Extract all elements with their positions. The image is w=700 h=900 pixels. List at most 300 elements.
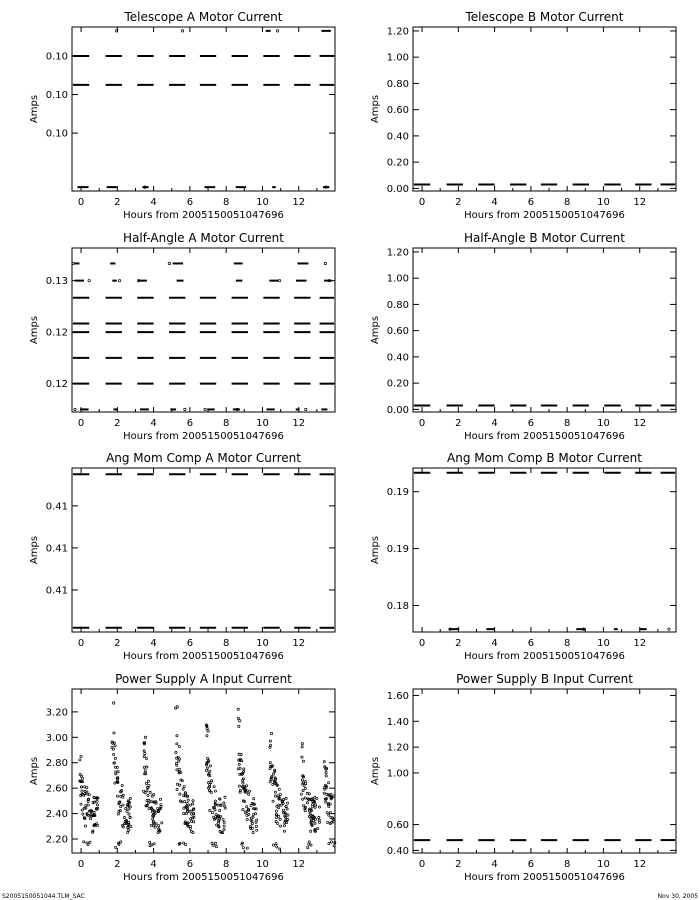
data-point: [178, 768, 180, 770]
data-point: [87, 799, 89, 801]
data-point: [125, 807, 127, 809]
data-point: [176, 743, 178, 745]
data-point: [149, 791, 151, 793]
data-point: [209, 765, 211, 767]
data-point: [276, 784, 278, 786]
data-point: [243, 768, 245, 770]
data-point: [333, 845, 335, 847]
data-point: [205, 769, 207, 771]
data-point: [329, 822, 331, 824]
y-tick-label: 2.80: [45, 758, 68, 770]
data-point: [209, 790, 211, 792]
x-tick-label: 8: [222, 197, 230, 208]
data-point: [279, 818, 281, 820]
data-point: [246, 847, 248, 849]
data-point: [326, 812, 328, 814]
data-point: [285, 797, 287, 799]
data-point: [149, 845, 151, 847]
data-point: [276, 846, 278, 848]
data-point: [74, 408, 76, 410]
data-point: [147, 787, 149, 789]
data-point: [177, 756, 179, 758]
data-point: [308, 843, 310, 845]
data-points: [73, 474, 334, 627]
data-point: [275, 843, 277, 845]
data-point: [238, 785, 240, 787]
data-point: [143, 750, 145, 752]
x-tick-label: 0: [77, 418, 85, 429]
panel-amB: [370, 451, 676, 662]
panel-title: Half-Angle B Motor Current: [464, 231, 625, 245]
x-tick-label: 2: [114, 197, 121, 208]
data-point: [176, 764, 178, 766]
x-tick-label: 12: [292, 418, 306, 429]
plot-frame: [413, 468, 676, 632]
data-point: [192, 831, 194, 833]
data-point: [218, 817, 220, 819]
footer-date: Nov 30, 2005: [657, 893, 698, 900]
data-point: [219, 809, 221, 811]
data-point: [117, 777, 119, 779]
x-tick-label: 4: [491, 859, 498, 870]
panel-telB: [370, 10, 676, 221]
data-point: [184, 795, 186, 797]
y-axis-label: Amps: [29, 94, 40, 124]
y-tick-label: 0.80: [386, 299, 409, 311]
data-point: [224, 796, 226, 798]
data-point: [120, 795, 122, 797]
y-tick-label: 0.12: [45, 379, 68, 391]
x-tick-label: 10: [597, 638, 610, 649]
data-point: [278, 815, 280, 817]
x-tick-label: 8: [563, 638, 571, 649]
x-tick-label: 6: [186, 859, 194, 870]
data-point: [276, 30, 278, 32]
x-tick-label: 0: [77, 859, 85, 870]
x-tick-label: 2: [114, 859, 121, 870]
data-point: [333, 821, 335, 823]
data-point: [213, 786, 215, 788]
y-tick-label: 0.18: [386, 600, 409, 612]
y-tick-label: 1.40: [386, 716, 409, 728]
data-point: [146, 766, 148, 768]
x-axis-label: Hours from 2005150051047696: [123, 431, 284, 442]
x-axis-label: Hours from 2005150051047696: [123, 651, 284, 662]
data-point: [116, 766, 118, 768]
data-point: [325, 775, 327, 777]
data-point: [83, 807, 85, 809]
data-point: [223, 825, 225, 827]
y-tick-label: 0.41: [45, 543, 68, 555]
x-tick-label: 2: [455, 859, 462, 870]
data-point: [192, 803, 194, 805]
data-point-peak: [144, 736, 146, 738]
y-tick-label: 1.60: [386, 690, 409, 702]
x-tick-label: 10: [597, 197, 610, 208]
plot-frame: [72, 248, 335, 412]
x-tick-label: 10: [256, 638, 269, 649]
data-point: [181, 801, 183, 803]
data-point: [250, 817, 252, 819]
data-point: [183, 813, 185, 815]
data-point: [218, 820, 220, 822]
data-point: [87, 804, 89, 806]
data-point: [84, 825, 86, 827]
y-tick-label: 0.60: [386, 105, 409, 117]
y-axis-label: Amps: [370, 315, 381, 345]
x-tick-label: 6: [186, 418, 194, 429]
data-point: [248, 790, 250, 792]
data-point: [219, 830, 221, 832]
data-point: [96, 804, 98, 806]
x-tick-label: 12: [633, 197, 647, 208]
data-point: [176, 735, 178, 737]
data-point: [330, 841, 332, 843]
y-tick-label: 1.00: [386, 52, 409, 64]
data-point: [168, 262, 170, 264]
data-point: [193, 821, 195, 823]
data-point: [324, 788, 326, 790]
data-point-peak: [80, 755, 82, 757]
y-tick-label: 1.20: [386, 26, 409, 38]
data-point: [255, 825, 257, 827]
x-tick-label: 8: [222, 638, 230, 649]
data-point: [209, 775, 211, 777]
data-point: [278, 807, 280, 809]
data-point: [301, 779, 303, 781]
data-point: [323, 761, 325, 763]
data-point: [314, 796, 316, 798]
data-point: [115, 846, 117, 848]
y-tick-label: 1.00: [386, 273, 409, 285]
data-point: [145, 782, 147, 784]
data-point: [275, 814, 277, 816]
data-points: [72, 262, 334, 410]
data-point: [285, 805, 287, 807]
data-point: [272, 773, 274, 775]
y-tick-label: 0.19: [386, 544, 409, 556]
data-point: [206, 727, 208, 729]
panel-telA: [29, 10, 335, 221]
y-tick-label: 0.10: [45, 90, 68, 102]
data-point: [325, 772, 327, 774]
x-tick-label: 6: [186, 638, 194, 649]
data-point: [93, 811, 95, 813]
data-point: [246, 811, 248, 813]
data-point: [214, 842, 216, 844]
data-point: [127, 831, 129, 833]
x-axis-label: Hours from 2005150051047696: [464, 210, 625, 221]
x-tick-label: 8: [563, 418, 571, 429]
data-point: [178, 745, 180, 747]
data-point: [253, 798, 255, 800]
data-point: [302, 789, 304, 791]
panel-psA: [29, 672, 336, 883]
x-tick-label: 10: [256, 197, 269, 208]
data-point: [179, 793, 181, 795]
data-point: [186, 802, 188, 804]
x-tick-label: 12: [633, 859, 647, 870]
plot-frame: [413, 27, 676, 191]
x-tick-label: 2: [455, 418, 462, 429]
data-point: [246, 785, 248, 787]
x-tick-label: 2: [114, 638, 121, 649]
data-point: [215, 845, 217, 847]
x-tick-label: 0: [418, 859, 426, 870]
y-tick-label: 0.10: [45, 128, 68, 140]
data-point: [303, 784, 305, 786]
data-point: [301, 756, 303, 758]
x-tick-label: 8: [563, 859, 571, 870]
data-point: [250, 827, 252, 829]
data-point: [183, 786, 185, 788]
data-point: [213, 816, 215, 818]
data-point: [269, 746, 271, 748]
x-axis-label: Hours from 2005150051047696: [464, 872, 625, 883]
data-point: [309, 812, 311, 814]
data-point: [328, 843, 330, 845]
data-point: [189, 825, 191, 827]
data-point: [223, 829, 225, 831]
data-point: [211, 842, 213, 844]
x-tick-label: 4: [150, 859, 157, 870]
data-point: [149, 841, 151, 843]
data-point: [286, 808, 288, 810]
x-tick-label: 4: [150, 197, 157, 208]
data-point: [122, 804, 124, 806]
data-point: [120, 806, 122, 808]
y-axis-label: Amps: [370, 94, 381, 124]
data-point: [84, 786, 86, 788]
y-tick-label: 0.19: [386, 487, 409, 499]
x-tick-label: 2: [455, 197, 462, 208]
x-tick-label: 12: [292, 638, 306, 649]
data-point: [251, 820, 253, 822]
y-tick-label: 0.41: [45, 501, 68, 513]
data-point: [95, 823, 97, 825]
data-point: [183, 807, 185, 809]
data-point: [218, 798, 220, 800]
data-point: [87, 844, 89, 846]
data-point: [240, 754, 242, 756]
data-point: [93, 797, 95, 799]
data-point: [318, 806, 320, 808]
data-point: [238, 763, 240, 765]
data-point: [215, 814, 217, 816]
y-tick-label: 0.60: [386, 820, 409, 832]
data-point: [89, 841, 91, 843]
data-point: [330, 793, 332, 795]
data-point: [185, 792, 187, 794]
data-point: [238, 759, 240, 761]
data-point: [155, 801, 157, 803]
data-point: [303, 805, 305, 807]
data-point: [189, 804, 191, 806]
data-point: [311, 803, 313, 805]
data-point: [242, 847, 244, 849]
data-point: [151, 795, 153, 797]
data-point: [86, 791, 88, 793]
data-point: [214, 790, 216, 792]
data-point: [278, 279, 280, 281]
data-point: [144, 752, 146, 754]
data-point: [183, 800, 185, 802]
data-point: [89, 817, 91, 819]
y-tick-label: 1.20: [386, 247, 409, 259]
x-tick-label: 12: [292, 859, 306, 870]
data-point: [113, 762, 115, 764]
data-point: [306, 802, 308, 804]
data-point: [182, 842, 184, 844]
y-tick-label: 0.20: [386, 157, 409, 169]
x-axis-label: Hours from 2005150051047696: [464, 431, 625, 442]
data-point: [217, 804, 219, 806]
data-point: [190, 820, 192, 822]
data-point: [308, 841, 310, 843]
data-point: [326, 793, 328, 795]
data-point: [145, 757, 147, 759]
y-tick-label: 2.20: [45, 834, 68, 846]
y-tick-label: 3.20: [45, 707, 68, 719]
x-tick-label: 0: [418, 197, 426, 208]
data-point: [246, 818, 248, 820]
data-point: [211, 780, 213, 782]
data-point: [152, 820, 154, 822]
x-axis-label: Hours from 2005150051047696: [464, 651, 625, 662]
data-point-peak: [176, 706, 178, 708]
data-point: [330, 816, 332, 818]
data-point-peak: [301, 742, 303, 744]
x-tick-label: 0: [418, 638, 426, 649]
x-tick-label: 10: [256, 859, 269, 870]
data-point: [207, 781, 209, 783]
data-point: [329, 811, 331, 813]
data-point: [328, 805, 330, 807]
panel-title: Half-Angle A Motor Current: [123, 231, 284, 245]
data-point: [256, 829, 258, 831]
x-tick-label: 10: [597, 418, 610, 429]
data-point: [147, 794, 149, 796]
data-point: [128, 813, 130, 815]
data-point: [112, 753, 114, 755]
data-point: [147, 802, 149, 804]
y-tick-label: 2.40: [45, 809, 68, 821]
data-point: [204, 408, 206, 410]
x-tick-label: 12: [292, 197, 306, 208]
y-tick-label: 0.40: [386, 845, 409, 857]
data-point: [282, 809, 284, 811]
data-point: [312, 806, 314, 808]
data-point: [206, 735, 208, 737]
data-point: [148, 807, 150, 809]
data-point: [246, 814, 248, 816]
x-tick-label: 10: [597, 859, 610, 870]
x-tick-label: 6: [527, 197, 535, 208]
data-point: [250, 804, 252, 806]
data-point: [302, 798, 304, 800]
data-point: [114, 757, 116, 759]
data-point-peak: [113, 702, 115, 704]
data-point: [118, 279, 120, 281]
data-point: [324, 262, 326, 264]
x-tick-label: 10: [256, 418, 269, 429]
plot-frame: [72, 468, 335, 632]
data-point: [81, 777, 83, 779]
data-point: [143, 755, 145, 757]
data-point: [326, 821, 328, 823]
data-point: [242, 782, 244, 784]
x-tick-label: 2: [455, 638, 462, 649]
x-tick-label: 8: [222, 418, 230, 429]
data-point: [159, 830, 161, 832]
x-tick-label: 6: [186, 197, 194, 208]
data-point: [160, 804, 162, 806]
data-point: [209, 809, 211, 811]
data-point: [80, 786, 82, 788]
data-point: [323, 792, 325, 794]
plot-frame: [72, 27, 335, 191]
data-point: [129, 816, 131, 818]
data-point: [79, 759, 81, 761]
y-axis-label: Amps: [29, 756, 40, 786]
data-point: [148, 784, 150, 786]
plot-frame: [72, 689, 335, 853]
data-point: [161, 822, 163, 824]
data-point: [318, 819, 320, 821]
panel-title: Telescope A Motor Current: [124, 10, 283, 24]
data-point: [117, 771, 119, 773]
data-point: [154, 826, 156, 828]
data-point: [159, 798, 161, 800]
panel-haA: [29, 231, 335, 442]
panel-title: Ang Mom Comp A Motor Current: [106, 451, 301, 465]
data-point: [304, 780, 306, 782]
data-point: [123, 816, 125, 818]
data-point: [304, 787, 306, 789]
y-tick-label: 0.40: [386, 352, 409, 364]
data-point: [317, 828, 319, 830]
y-axis-label: Amps: [29, 535, 40, 565]
data-point: [180, 779, 182, 781]
data-point: [153, 843, 155, 845]
data-point: [668, 628, 670, 630]
data-point: [113, 732, 115, 734]
data-point: [111, 741, 113, 743]
data-point: [118, 810, 120, 812]
data-point: [274, 795, 276, 797]
data-point: [328, 814, 330, 816]
data-point: [269, 740, 271, 742]
data-point: [126, 810, 128, 812]
data-point: [175, 751, 177, 753]
data-point: [223, 821, 225, 823]
data-point: [121, 824, 123, 826]
x-tick-label: 6: [527, 418, 535, 429]
x-tick-label: 4: [150, 638, 157, 649]
data-point: [96, 800, 98, 802]
data-point: [237, 708, 239, 710]
data-point: [222, 818, 224, 820]
data-point: [318, 816, 320, 818]
y-tick-label: 0.00: [386, 404, 409, 416]
data-point: [304, 797, 306, 799]
data-point: [278, 804, 280, 806]
x-axis-label: Hours from 2005150051047696: [123, 210, 284, 221]
y-tick-label: 3.00: [45, 732, 68, 744]
y-tick-label: 0.80: [386, 78, 409, 90]
data-point: [120, 841, 122, 843]
data-point: [81, 790, 83, 792]
